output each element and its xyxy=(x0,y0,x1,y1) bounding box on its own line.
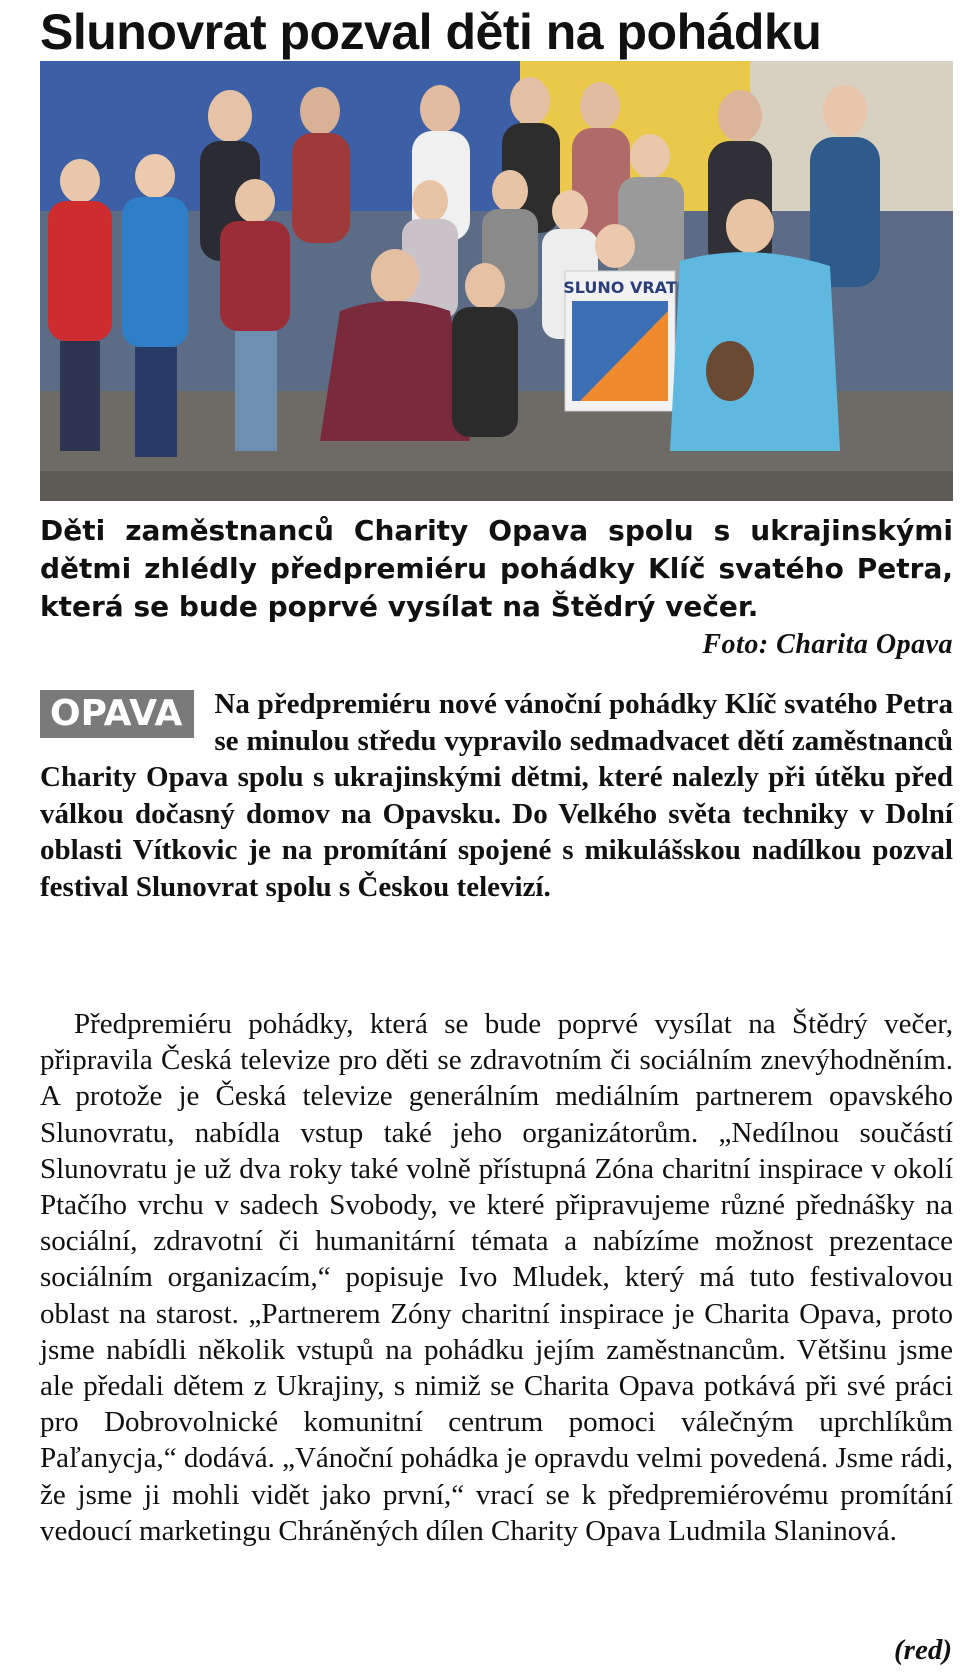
dateline-badge: OPAVA xyxy=(40,690,194,738)
article-lead xyxy=(40,686,953,905)
author-signature: (red) xyxy=(894,1634,952,1666)
photo-caption xyxy=(40,512,953,664)
poster-title: SLUNO VRAT xyxy=(563,278,677,297)
article-headline: Slunovrat pozval děti na pohádku xyxy=(40,4,822,60)
caption-text: Děti zaměstnanců Charity Opava spolu s ukrajinskými dětmi zhlédly předpremiéru pohádky Klíč svatého Petra, která se bude poprvé vysílat na Štědrý večer. xyxy=(40,514,953,623)
body-paragraph: Předpremiéru pohádky, která se bude poprvé vysílat na Štědrý večer, připravila Česká televize pro děti se zdravotním či sociálním znevýhodněním. A protože je Česká televize generálním mediálním partnerem opavského Slunovratu, nabídla vstup také jeho organizátorům. „Nedílnou součástí Slunovratu je už dva roky také volně přístupná Zóna charitní inspirace v okolí Ptačího vrchu v sadech Svobody, ve které připravujeme různé přednášky na sociální, zdravotní či humanitární témata a nabízíme možnost prezentace sociálním organizacím,“ popisuje Ivo Mludek, který má tuto festivalovou oblast na starost. „Partnerem Zóny charitní inspirace je Charita Opava, proto jsme nabídli několik vstupů na pohádku jejím zaměstnancům. Většinu jsme ale předali dětem z Ukrajiny, s nimiž se Charita Opava potkává při své práci pro Dobrovolnické komunitní centrum pomoci válečným uprchlíkům Paľanycja,“ dodává. „Vánoční pohádka je opravdu velmi povedená. Jsme rádi, že jsme ji mohli vidět jako první,“ vrací se k předpremiérovému promítání vedoucí marketingu Chráněných dílen Charity Opava Ludmila Slaninová. xyxy=(40,1008,953,1547)
article-body xyxy=(40,1006,953,1549)
photo-credit: Foto: Charita Opava xyxy=(702,629,953,660)
group-photo-illustration xyxy=(40,61,953,501)
group-photo xyxy=(40,61,953,501)
lead-text: Na předpremiéru nové vánoční pohádky Klíč svatého Petra se minulou středu vypravilo sedmadvacet dětí zaměstnanců Charity Opava spolu s ukrajinskými dětmi, které nalezly při útěku před válkou dočasný domov na Opavsku. Do Velkého světa techniky v Dolní oblasti Vítkovic je na promítání spojené s mikulášskou nadílkou pozval festival Slunovrat spolu s Českou televizí. xyxy=(40,688,953,903)
